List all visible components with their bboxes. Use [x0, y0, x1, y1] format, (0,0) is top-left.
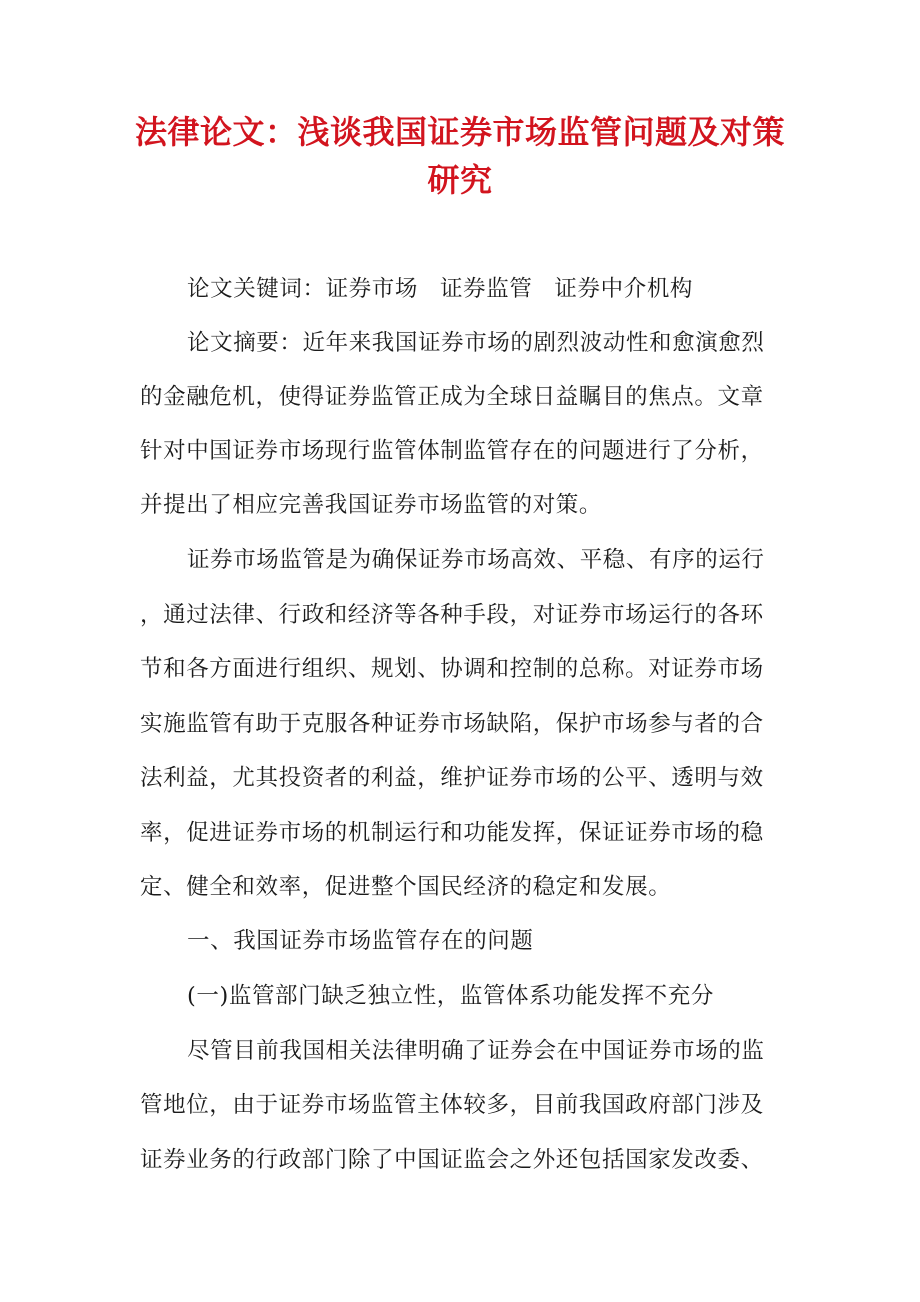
title-line-2: 研究 — [427, 161, 493, 199]
intro-line: 法利益，尤其投资者的利益，维护证券市场的公平、透明与效 — [140, 765, 764, 791]
intro-line: 节和各方面进行组织、规划、协调和控制的总称。对证券市场 — [140, 656, 764, 682]
intro-line: 率，促进证券市场的机制运行和功能发挥，保证证券市场的稳 — [140, 820, 764, 846]
section-heading: 一、我国证券市场监管存在的问题 — [187, 928, 534, 954]
intro-line: ，通过法律、行政和经济等各种手段，对证券市场运行的各环 — [140, 602, 764, 628]
intro-line: 证券市场监管是为确保证券市场高效、平稳、有序的运行 — [187, 547, 765, 573]
document-title — [130, 108, 790, 204]
keyword-item: 证券市场 — [325, 276, 419, 302]
intro-line: 实施监管有助于克服各种证券市场缺陷，保护市场参与者的合 — [140, 711, 764, 737]
body-line: 尽管目前我国相关法律明确了证券会在中国证券市场的监 — [187, 1038, 765, 1064]
intro-line: 定、健全和效率，促进整个国民经济的稳定和发展。 — [140, 874, 672, 900]
body-line: 管地位，由于证券市场监管主体较多，目前我国政府部门涉及 — [140, 1092, 764, 1118]
abstract-line: 的金融危机，使得证券监管正成为全球日益瞩目的焦点。文章 — [140, 384, 764, 410]
keywords-line — [187, 274, 827, 304]
keyword-item: 证券监管 — [440, 276, 533, 302]
keyword-item: 证券中介机构 — [554, 276, 694, 302]
abstract-line: 针对中国证券市场现行监管体制监管存在的问题进行了分析， — [140, 438, 764, 464]
abstract-line: 论文摘要：近年来我国证券市场的剧烈波动性和愈演愈烈 — [187, 330, 765, 356]
keywords-label: 论文关键词： — [187, 276, 326, 302]
section-subheading: (一)监管部门缺乏独立性，监管体系功能发挥不充分 — [187, 983, 714, 1009]
title-line-1: 法律论文：浅谈我国证券市场监管问题及对策 — [134, 113, 785, 151]
abstract-line: 并提出了相应完善我国证券市场监管的对策。 — [140, 492, 603, 518]
body-line: 证券业务的行政部门除了中国证监会之外还包括国家发改委、 — [140, 1147, 764, 1173]
